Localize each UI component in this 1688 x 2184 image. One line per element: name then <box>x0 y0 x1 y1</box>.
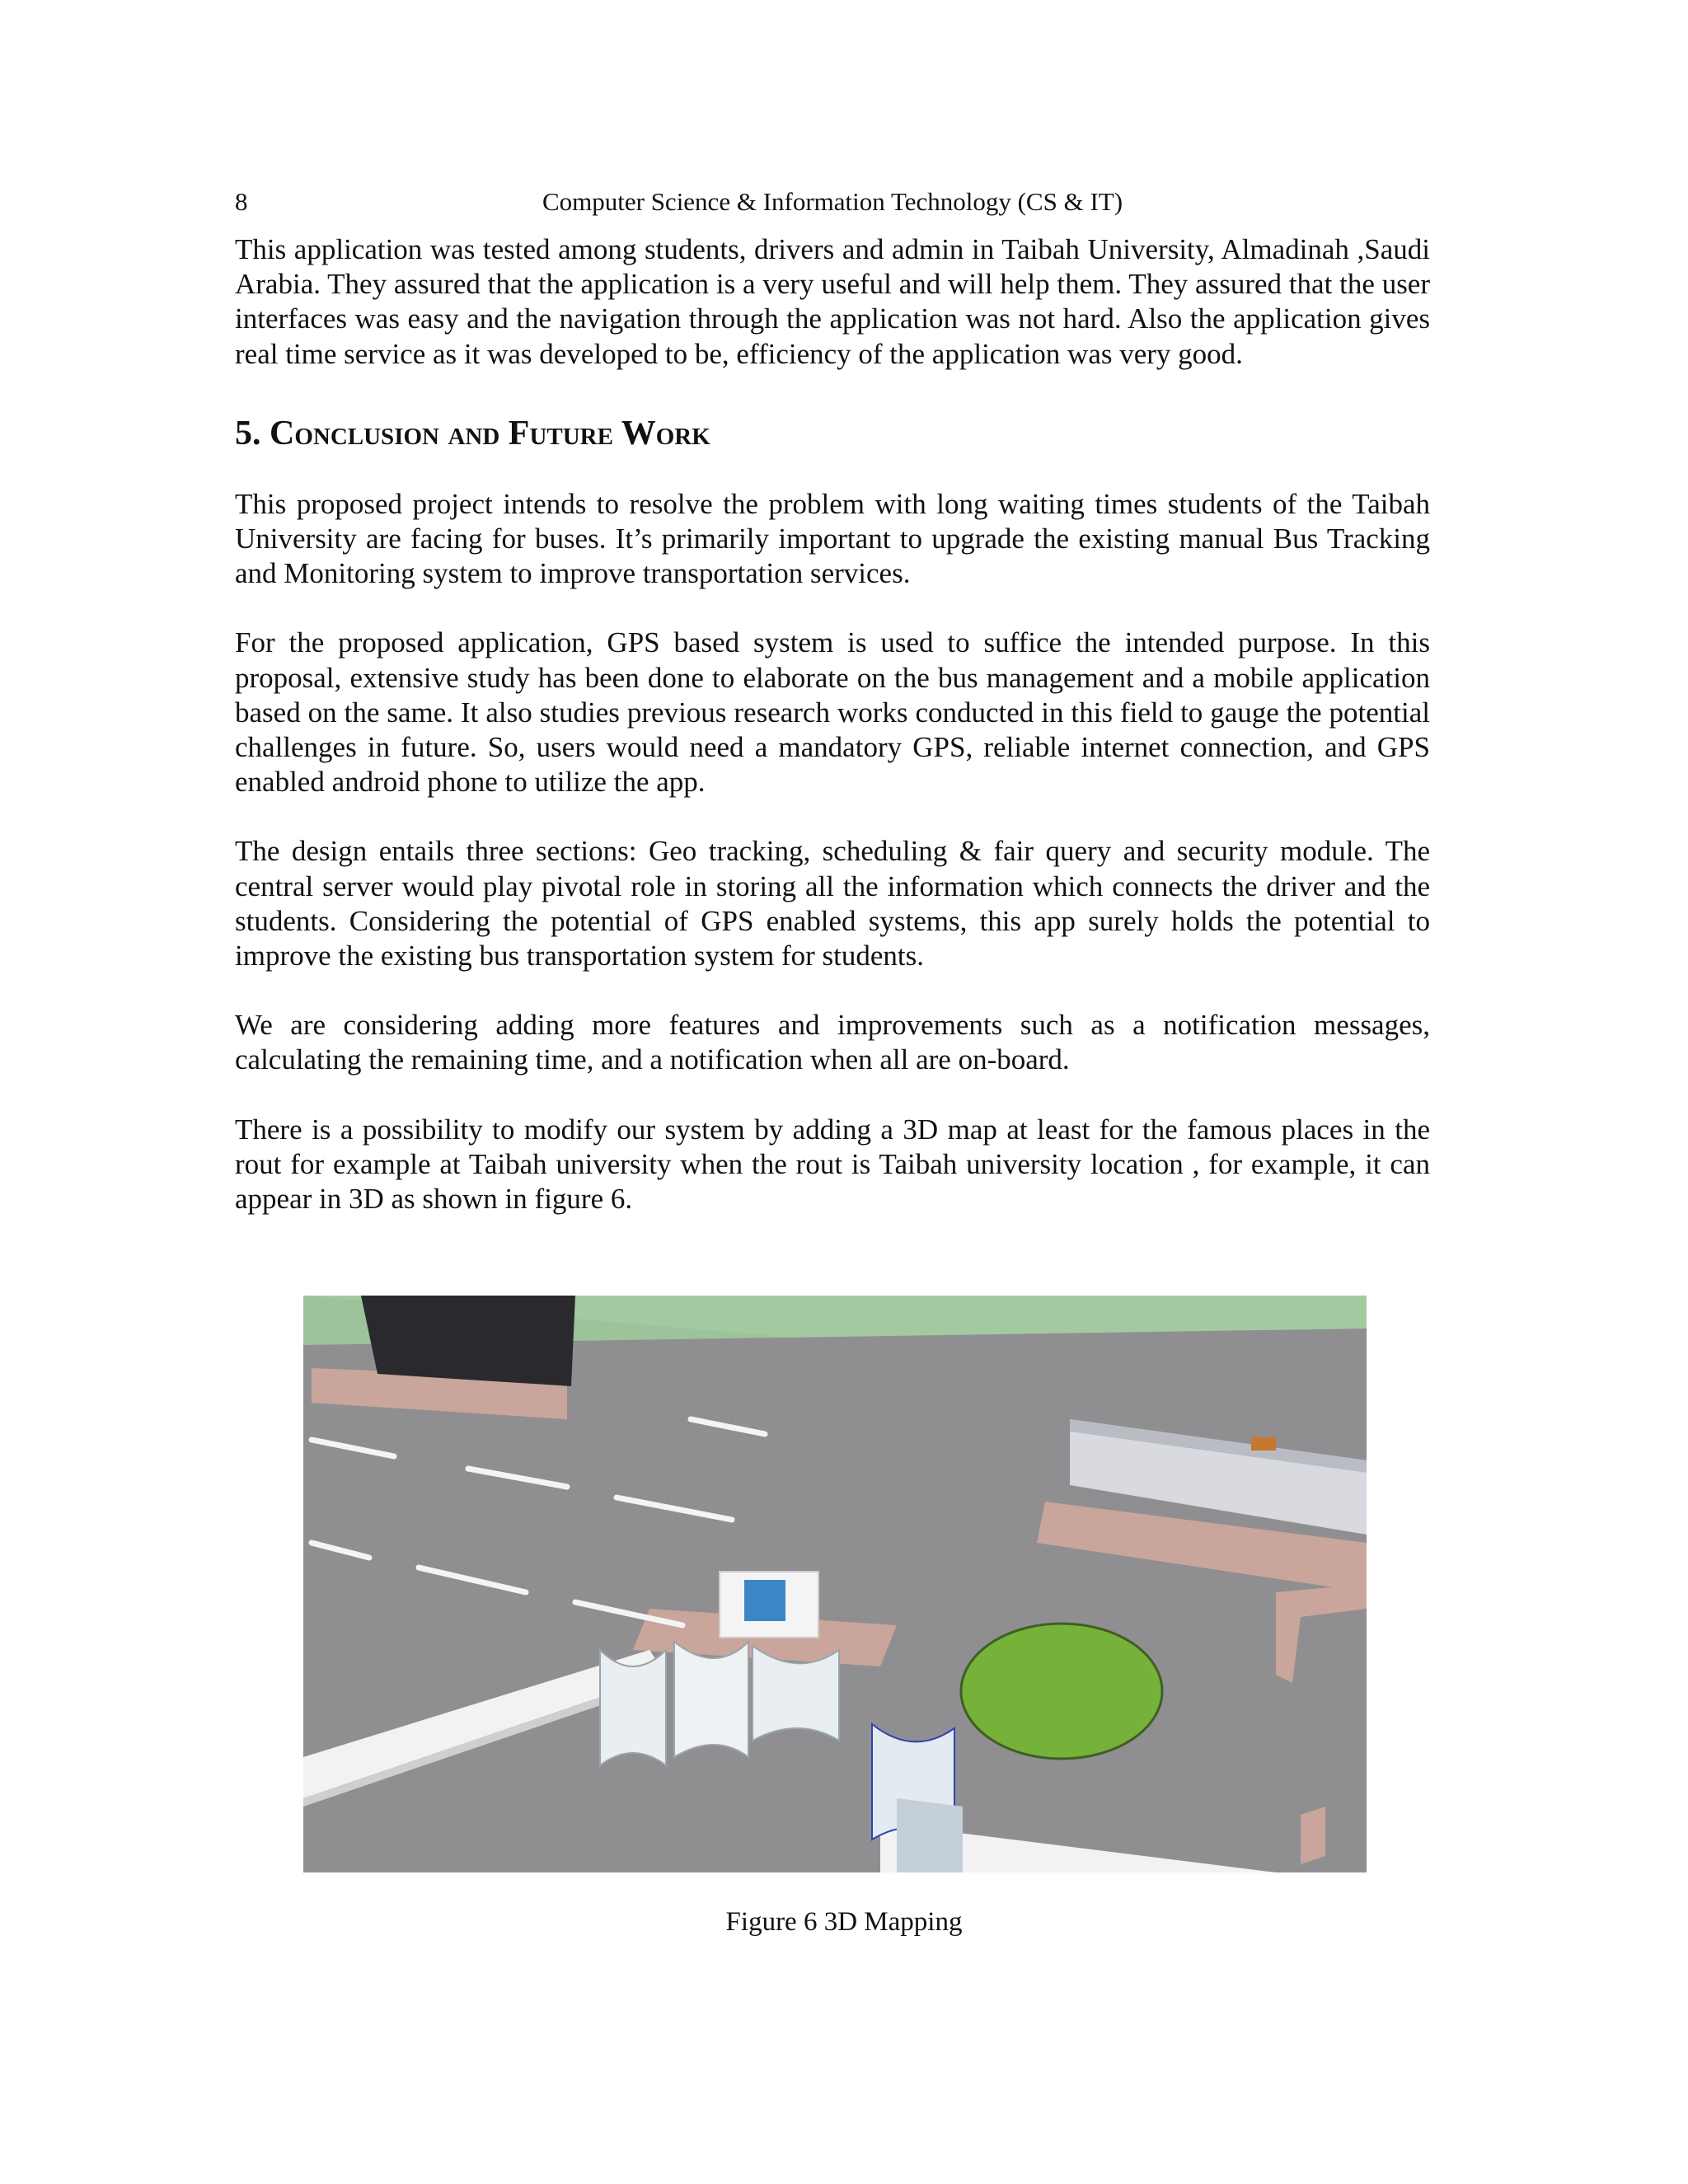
paragraph-features: We are considering adding more features and improvements such as a notification messages, calculating the remaining time, and a notification when all are on-board. <box>235 1009 1430 1076</box>
journal-title: Computer Science & Information Technology (CS & IT) <box>542 187 1123 216</box>
green-roundabout <box>961 1624 1162 1759</box>
page-number: 8 <box>235 187 248 216</box>
orange-roof-detail <box>1251 1437 1276 1451</box>
paragraph-gps: For the proposed application, GPS based system is used to suffice the intended purpose. In this proposal, extensive study has been done to elaborate on the bus management and a mobile application based on the same. It also studies previous research works conducted in this field to gauge the potential challenges in future. So, users would need a mandatory GPS, reliable internet connection, and GPS enabled android phone to utilize the app. <box>235 626 1430 799</box>
map-illustration <box>303 1296 1367 1872</box>
figure-caption: Figure 6 3D Mapping <box>725 1907 963 1937</box>
paragraph-3d-map: There is a possibility to modify our system by adding a 3D map at least for the famous places in the rout for example at Taibah university when the rout is Taibah university location , for example, it can appear in 3D as shown in figure 6. <box>235 1113 1430 1216</box>
paragraph-intro: This proposed project intends to resolve the problem with long waiting times students of the Taibah University are facing for buses. It’s primarily important to upgrade the existing manual Bus Tracking and Monitoring system to improve transportation services. <box>235 487 1430 590</box>
dark-building <box>361 1296 575 1386</box>
running-header <box>235 181 1430 223</box>
figure-3d-map <box>303 1296 1367 1872</box>
section-heading: 5. Conclusion and Future Work <box>235 414 710 452</box>
paragraph-design: The design entails three sections: Geo tracking, scheduling & fair query and security module. The central server would play pivotal role in storing all the information which connects the driver and the students. Considering the potential of GPS enabled systems, this app surely holds the potential to improve the existing bus transportation system for students. <box>235 835 1430 972</box>
paragraph-evaluation: This application was tested among students, drivers and admin in Taibah University, Almadinah ,Saudi Arabia. They assured that the application is a very useful and will help them. They assured that the user interfaces was easy and the navigation through the application was not hard. Also the application gives real time service as it was developed to be, efficiency of the application was very good. <box>235 233 1430 370</box>
sidewalk-post <box>1301 1807 1325 1864</box>
body-text <box>235 232 1430 1216</box>
